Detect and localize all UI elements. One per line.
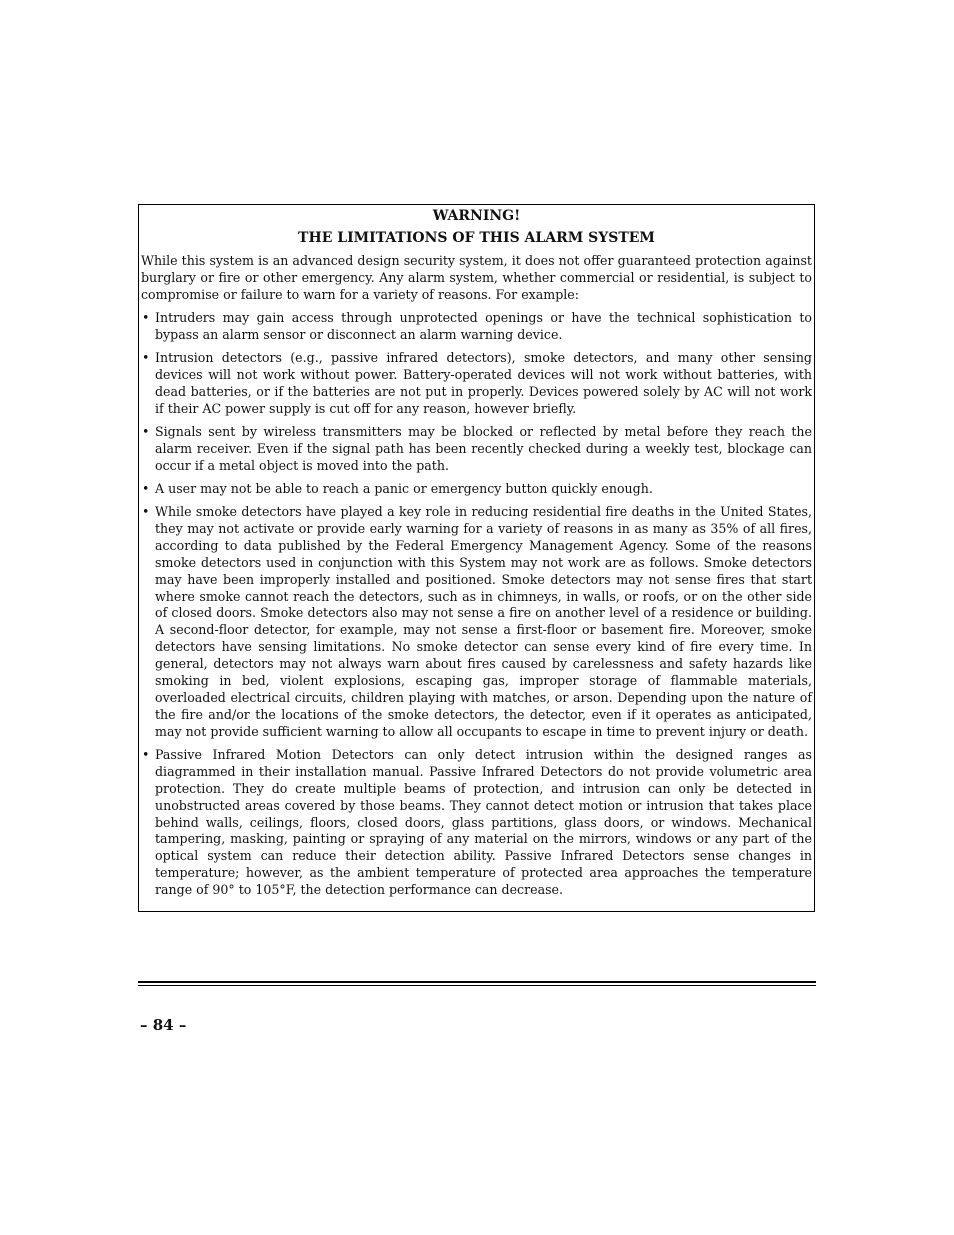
list-item — [141, 350, 812, 418]
bullet-icon: • — [142, 423, 150, 439]
list-item — [141, 310, 812, 344]
list-item-text: A user may not be able to reach a panic or emergency button quickly enough. — [155, 480, 653, 496]
list-item — [141, 481, 812, 498]
bullet-icon: • — [142, 309, 150, 325]
list-item-text: Passive Infrared Motion Detectors can only detect intrusion within the designed ranges as diagrammed in their installation manual. Passive Infrared Detectors do not provide volumetric area protection. They do create multiple beams of protection, and intrusion can only be detected in unobstructed areas covered by those beams. They cannot detect motion or intrusion that takes place behind walls, ceilings, floors, closed doors, glass partitions, glass doors, or windows. Mechanical tampering, masking, painting or spraying of any material on the mirrors, windows or any part of the optical system can reduce their detection ability. Passive Infrared Detectors sense changes in temperature; however, as the ambient temperature of protected area approaches the temperature range of 90° to 105°F, the detection performance can decrease. — [155, 746, 812, 898]
list-item-text: Signals sent by wireless transmitters may be blocked or reflected by metal before they reach the alarm receiver. Even if the signal path has been recently checked during a weekly test, blockage can occur if a metal object is moved into the path. — [155, 423, 812, 473]
list-item-text: Intrusion detectors (e.g., passive infrared detectors), smoke detectors, and many other sensing devices will not work without power. Battery-operated devices will not work without batteries, with dead batteries, or if the batteries are not put in properly. Devices powered solely by AC will not work if their AC power supply is cut off for any reason, however briefly. — [155, 349, 812, 416]
limitations-list — [141, 310, 812, 899]
list-item — [141, 747, 812, 899]
warning-title: WARNING! — [432, 208, 521, 224]
warning-intro: While this system is an advanced design security system, it does not offer guaranteed protection against burglary or fire or other emergency. Any alarm system, whether commercial or residential, is subject to compromise or failure to warn for a variety of reasons. For example: — [141, 253, 812, 302]
bullet-icon: • — [142, 480, 150, 496]
bullet-icon: • — [142, 349, 150, 365]
list-item — [141, 424, 812, 475]
bullet-icon: • — [142, 746, 150, 762]
list-item — [141, 504, 812, 741]
bullet-icon: • — [142, 503, 150, 519]
warning-box — [138, 204, 815, 912]
list-item-text: Intruders may gain access through unprotected openings or have the technical sophistication to bypass an alarm sensor or disconnect an alarm warning device. — [155, 309, 812, 342]
footer-rule-thin — [138, 985, 816, 986]
page-number: – 84 – — [140, 1016, 187, 1034]
warning-subtitle: THE LIMITATIONS OF THIS ALARM SYSTEM — [298, 230, 655, 246]
list-item-text: While smoke detectors have played a key role in reducing residential fire deaths in the United States, they may not activate or provide early warning for a variety of reasons in as many as 35% of all fires, according to data published by the Federal Emergency Management Agency. Some of the reasons smoke detectors used in conjunction with this System may not work are as follows. Smoke detectors may have been improperly installed and positioned. Smoke detectors may not sense fires that start where smoke cannot reach the detectors, such as in chimneys, in walls, or roofs, or on the other side of closed doors. Smoke detectors also may not sense a fire on another level of a residence or building. A second-floor detector, for example, may not sense a first-floor or basement fire. Moreover, smoke detectors have sensing limitations. No smoke detector can sense every kind of fire every time. In general, detectors may not always warn about fires caused by carelessness and safety hazards like smoking in bed, violent explosions, escaping gas, improper storage of flammable materials, overloaded electrical circuits, children playing with matches, or arson. Depending upon the nature of the fire and/or the locations of the smoke detectors, the detector, even if it operates as anticipated, may not provide sufficient warning to allow all occupants to escape in time to prevent injury or death. — [155, 503, 812, 739]
footer-rule-thick — [138, 981, 816, 983]
